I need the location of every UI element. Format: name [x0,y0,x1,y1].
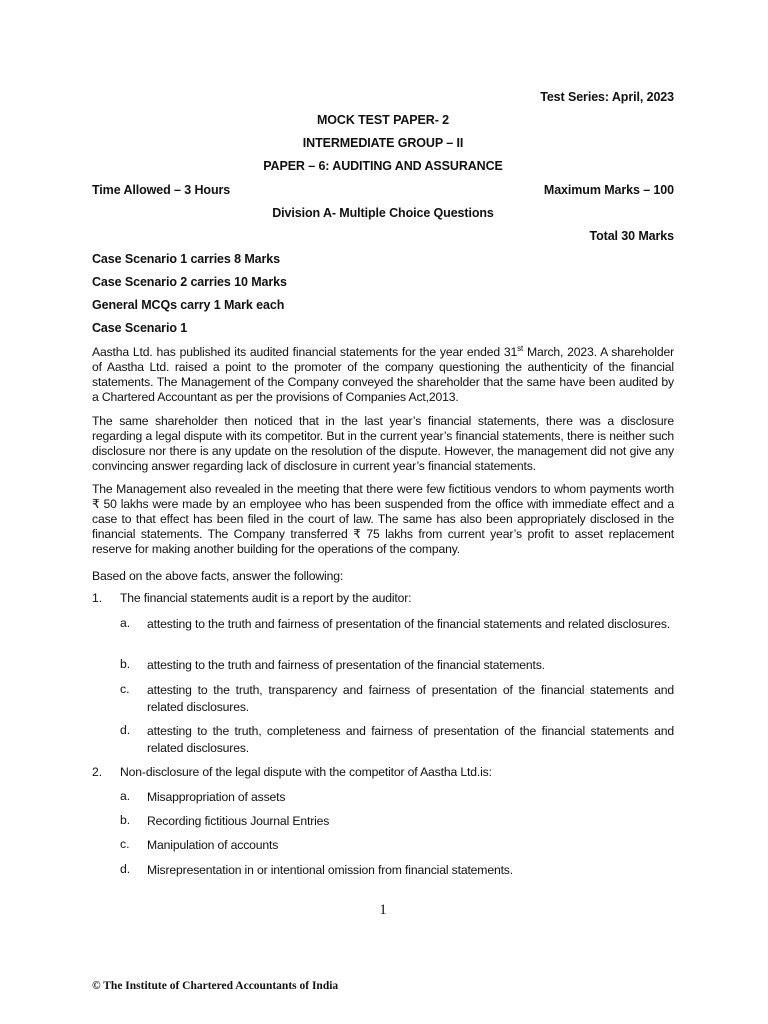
option-letter: c. [120,837,130,851]
document-page [92,0,674,1024]
question-text: The financial statements audit is a report by the auditor: [120,591,412,605]
test-series-label: Test Series: April, 2023 [540,90,674,104]
division-heading: Division A- Multiple Choice Questions [272,206,494,220]
page-number: 1 [379,902,387,918]
paper-title-group: INTERMEDIATE GROUP – II [302,136,464,150]
time-marks-row [92,183,674,197]
paragraph-4: Based on the above facts, answer the following: [92,569,344,583]
option-letter: b. [120,657,131,671]
option-text: attesting to the truth, transparency and fairness of presentation of the financial statements and related disclosures. [147,683,674,714]
paragraph-3: The Management also revealed in the meeting that there were few fictitious vendors to whom payments worth ₹ 50 lakhs were made by an employee who has been suspended from the office with immediate effect and a case to that effect has been filed in the court of law. The same has also been appropriately disclosed in the financial statements. The Company transferred ₹ 75 lakhs from current year’s profit to asset replacement reserve for making another building for the operations of the company. [92,482,674,557]
case-scenario-heading: Case Scenario 1 [92,321,188,335]
marks-info-2: Case Scenario 2 carries 10 Marks [92,275,287,289]
paragraph-2: The same shareholder then noticed that in the last year’s financial statements, there was a disclosure regarding a legal dispute with its competitor. But in the current year’s financial statements, there is neither such disclosure nor there is any update on the resolution of the dispute. However, the management did not give any convincing answer regarding lack of disclosure in current year’s financial statements. [92,414,674,474]
footer-copyright: © The Institute of Chartered Accountants of India [92,980,339,992]
option-letter: a. [120,789,131,803]
paper-title-mock: MOCK TEST PAPER- 2 [316,113,449,127]
option-text: Misrepresentation in or intentional omission from financial statements. [147,863,513,877]
option-letter: b. [120,813,131,827]
option-text: Misappropriation of assets [147,790,286,804]
paragraph-1 [92,345,674,405]
question-text: Non-disclosure of the legal dispute with the competitor of Aastha Ltd.is: [120,765,492,779]
marks-info-1: Case Scenario 1 carries 8 Marks [92,252,280,266]
option-text: Manipulation of accounts [147,838,279,852]
option-text: attesting to the truth and fairness of presentation of the financial statements. [147,658,545,672]
option-text: attesting to the truth, completeness and fairness of presentation of the financial statements and related disclosures. [147,724,674,755]
paragraph-1-end: March, 2023. A shareholder of Aastha Ltd. raised a point to the promoter of the company questioning the authenticity of the financial statements. The Management of the Company conveyed the shareholder that the same have been audited by a Chartered Accountant as per the provisions of Companies Act,2013. [92,345,674,405]
option-text: Recording fictitious Journal Entries [147,814,330,828]
ordinal-suffix: st [517,343,524,353]
option-letter: a. [120,616,131,630]
question-number: 1. [92,591,103,605]
option-letter: d. [120,723,131,737]
paper-title-subject: PAPER – 6: AUDITING AND ASSURANCE [263,159,503,173]
option-letter: d. [120,862,131,876]
option-letter: c. [120,682,130,696]
time-allowed: Time Allowed – 3 Hours [92,183,231,197]
paragraph-1-start: Aastha Ltd. has published its audited financial statements for the year ended 31 [92,345,518,359]
marks-info-3: General MCQs carry 1 Mark each [92,298,285,312]
option-text: attesting to the truth and fairness of presentation of the financial statements and related disclosures. [147,617,671,631]
maximum-marks: Maximum Marks – 100 [543,183,674,197]
question-number: 2. [92,765,103,779]
total-marks: Total 30 Marks [589,229,674,243]
